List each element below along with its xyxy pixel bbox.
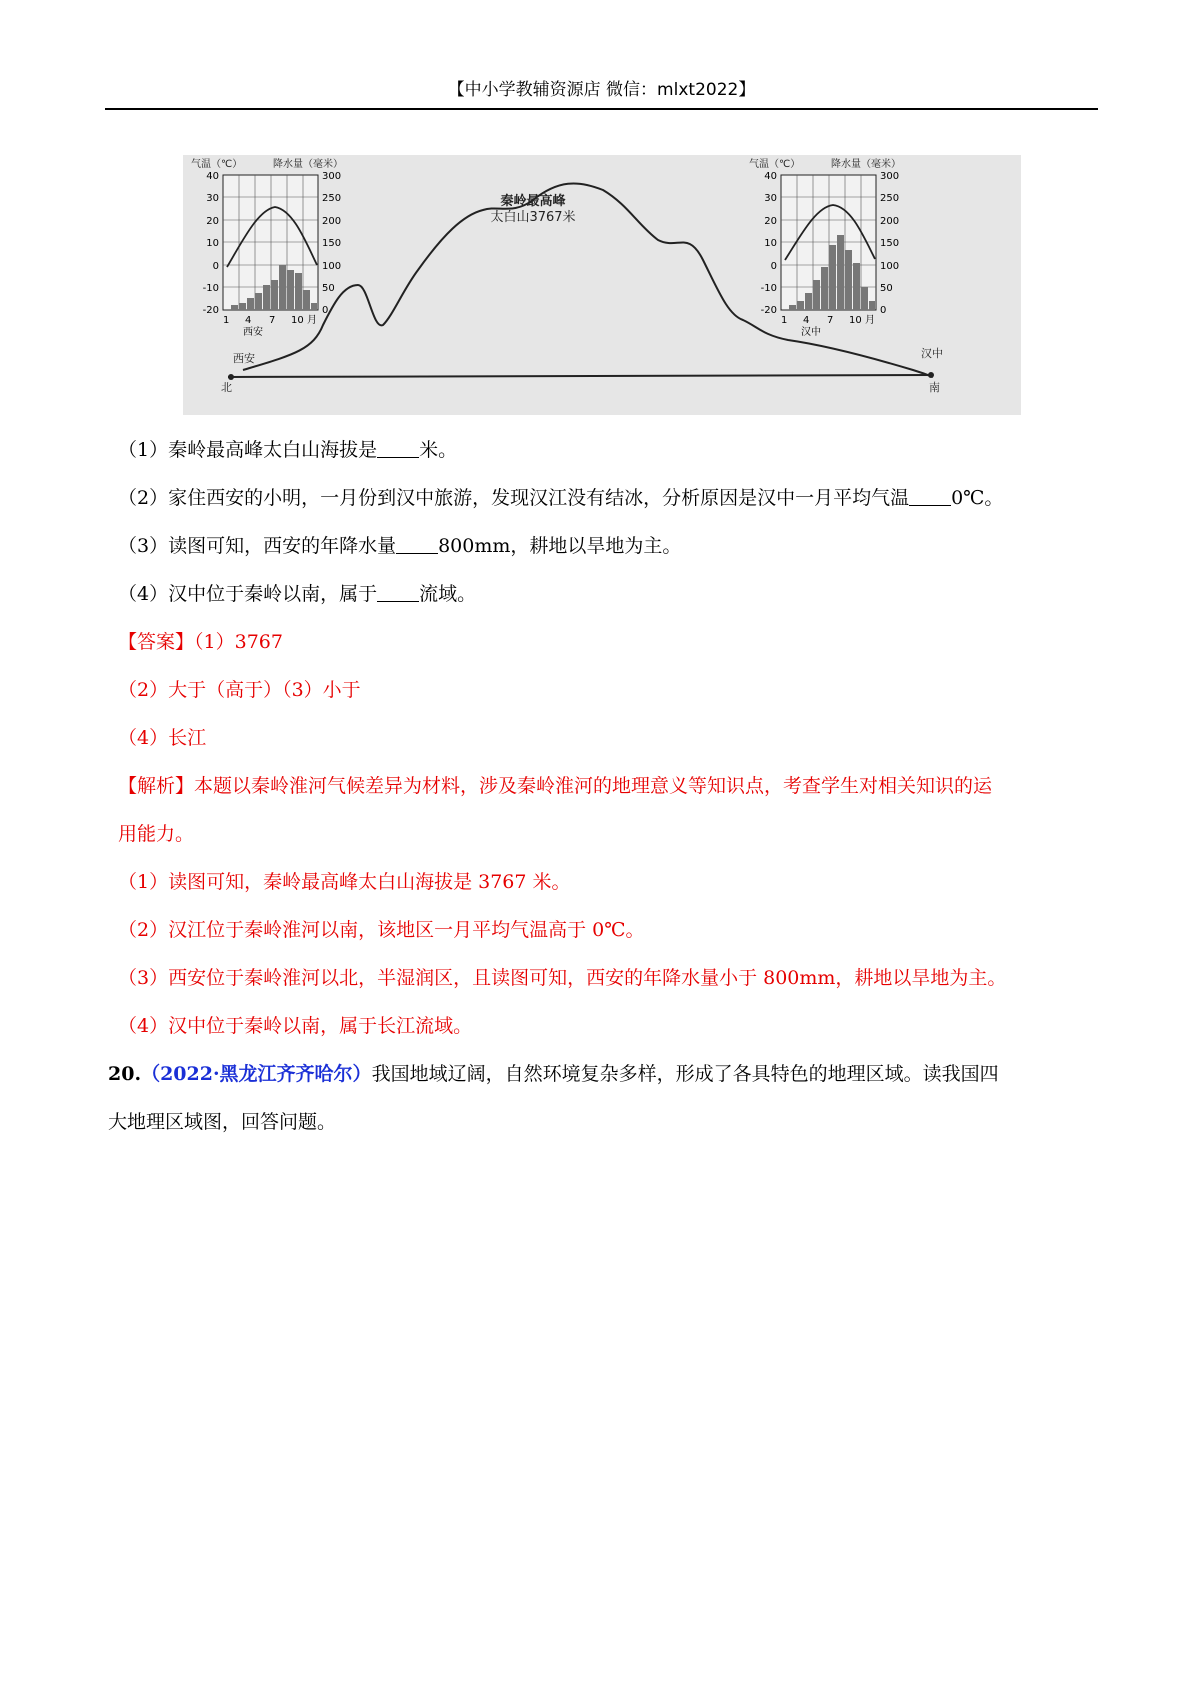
svg-text:-10: -10 — [760, 283, 777, 294]
analysis-point-1: （1）读图可知，秦岭最高峰太白山海拔是 3767 米。 — [118, 871, 571, 893]
svg-text:40: 40 — [206, 171, 219, 182]
peak-label-1: 秦岭最高峰 — [500, 194, 566, 209]
question-3: （3）读图可知，西安的年降水量 800mm，耕地以旱地为主。 — [118, 535, 682, 557]
svg-text:西安: 西安 — [243, 327, 263, 338]
analysis-point-3: （3）西安位于秦岭淮河以北，半湿润区，且读图可知，西安的年降水量小于 800mm，耕地以旱地为主。 — [118, 967, 1007, 989]
svg-text:0: 0 — [212, 261, 219, 272]
svg-text:20: 20 — [206, 216, 219, 227]
svg-text:30: 30 — [764, 193, 777, 204]
analysis-point-4: （4）汉中位于秦岭以南，属于长江流域。 — [118, 1015, 473, 1037]
profile-baseline — [228, 375, 933, 377]
svg-text:150: 150 — [322, 238, 342, 249]
svg-text:气温（℃）: 气温（℃） — [191, 159, 243, 170]
analysis-intro-cont: 用能力。 — [118, 823, 195, 845]
svg-text:10: 10 — [206, 238, 219, 249]
svg-text:降水量（毫米）: 降水量（毫米） — [273, 159, 343, 170]
svg-text:7: 7 — [827, 315, 834, 326]
svg-text:1: 1 — [223, 315, 230, 326]
svg-text:月: 月 — [865, 315, 875, 326]
question-20: 20.（2022·黑龙江齐齐哈尔）我国地域辽阔，自然环境复杂多样，形成了各具特色的地理区域。读我国四 — [108, 1063, 999, 1085]
svg-text:250: 250 — [322, 193, 342, 204]
answer-line-1: 【答案】（1）3767 — [118, 631, 283, 653]
svg-text:气温（℃）: 气温（℃） — [749, 159, 801, 170]
svg-text:100: 100 — [322, 261, 342, 272]
svg-text:10: 10 — [291, 315, 304, 326]
question-20-cont: 大地理区域图，回答问题。 — [108, 1111, 337, 1133]
left-city-label: 西安 — [233, 352, 255, 365]
svg-text:100: 100 — [880, 261, 900, 272]
svg-text:1: 1 — [781, 315, 788, 326]
svg-text:0: 0 — [770, 261, 777, 272]
analysis-point-2: （2）汉江位于秦岭淮河以南，该地区一月平均气温高于 0℃。 — [118, 919, 645, 941]
question-2: （2）家住西安的小明，一月份到汉中旅游，发现汉江没有结冰，分析原因是汉中一月平均气温 0℃。 — [118, 487, 1004, 509]
answer-blank — [377, 583, 419, 602]
svg-text:降水量（毫米）: 降水量（毫米） — [831, 159, 901, 170]
svg-text:0: 0 — [322, 305, 329, 316]
answer-blank — [396, 535, 438, 554]
page-header: 【中小学教辅资源店 微信：mlxt2022】 — [105, 78, 1098, 110]
svg-text:4: 4 — [803, 315, 810, 326]
question-1: （1）秦岭最高峰太白山海拔是 米。 — [118, 439, 458, 461]
svg-text:50: 50 — [322, 283, 335, 294]
analysis-label: 【解析】 — [118, 775, 195, 797]
right-city-label: 汉中 — [921, 347, 943, 360]
svg-text:7: 7 — [269, 315, 276, 326]
svg-text:4: 4 — [245, 315, 252, 326]
analysis-intro: 【解析】本题以秦岭淮河气候差异为材料，涉及秦岭淮河的地理意义等知识点，考查学生对相关知识的运 — [118, 775, 993, 797]
answer-blank — [909, 487, 951, 506]
svg-text:20: 20 — [764, 216, 777, 227]
peak-label-2: 太白山3767米 — [490, 210, 576, 225]
svg-text:50: 50 — [880, 283, 893, 294]
svg-text:汉中: 汉中 — [801, 327, 821, 338]
svg-text:0: 0 — [880, 305, 887, 316]
qinling-profile-figure — [183, 155, 1021, 415]
question-4: （4）汉中位于秦岭以南，属于 流域。 — [118, 583, 477, 605]
hanzhong-climate-chart — [749, 157, 901, 338]
svg-text:月: 月 — [307, 315, 317, 326]
answer-line-2: （2）大于（高于）（3）小于 — [118, 679, 361, 701]
question-number: 20. — [108, 1063, 142, 1085]
svg-text:-10: -10 — [202, 283, 219, 294]
answer-label: 【答案】 — [118, 631, 195, 653]
svg-text:10: 10 — [764, 238, 777, 249]
svg-text:150: 150 — [880, 238, 900, 249]
svg-text:10: 10 — [849, 315, 862, 326]
svg-text:300: 300 — [880, 171, 900, 182]
north-label: 北 — [221, 381, 232, 394]
svg-text:200: 200 — [880, 216, 900, 227]
answer-blank — [377, 439, 419, 458]
svg-text:300: 300 — [322, 171, 342, 182]
question-source: （2022·黑龙江齐齐哈尔） — [141, 1063, 372, 1085]
svg-text:30: 30 — [206, 193, 219, 204]
answer-line-3: （4）长江 — [118, 727, 207, 749]
svg-text:40: 40 — [764, 171, 777, 182]
svg-text:-20: -20 — [202, 305, 219, 316]
svg-text:250: 250 — [880, 193, 900, 204]
svg-text:-20: -20 — [760, 305, 777, 316]
svg-text:200: 200 — [322, 216, 342, 227]
xian-climate-chart — [191, 157, 343, 338]
south-label: 南 — [929, 381, 940, 394]
